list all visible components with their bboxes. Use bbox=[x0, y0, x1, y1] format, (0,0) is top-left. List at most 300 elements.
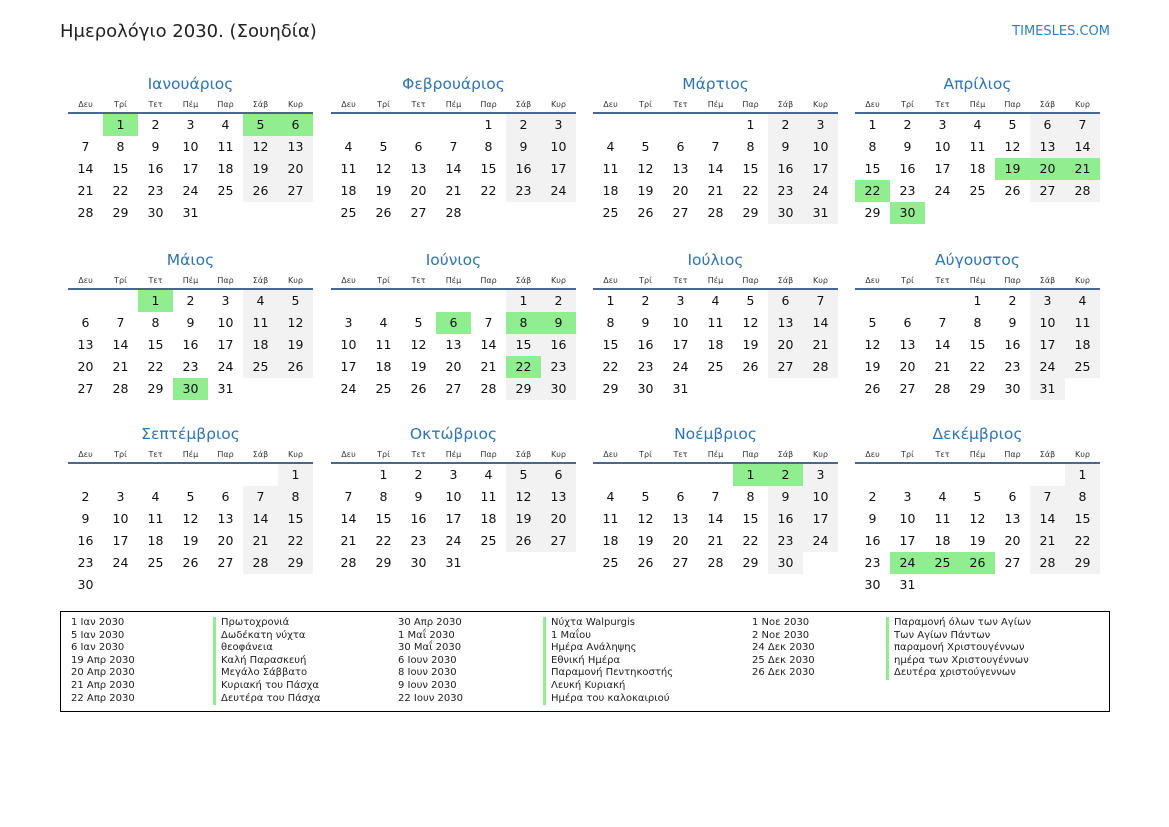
month-name: Αύγουστος bbox=[935, 251, 1020, 269]
empty-day-cell bbox=[278, 378, 313, 400]
month-block bbox=[593, 248, 838, 400]
empty-day-cell bbox=[138, 574, 173, 596]
weekday-label: Σάβ bbox=[252, 450, 269, 459]
week-row bbox=[68, 486, 313, 508]
day-cell: 12 bbox=[182, 511, 199, 526]
empty-day-cell bbox=[995, 202, 1030, 224]
weekend-day-cell: 13 bbox=[768, 312, 803, 334]
weekend-day-cell: 17 bbox=[1030, 334, 1065, 356]
day-cell: 1 bbox=[746, 117, 755, 132]
weekend-day-cell: 29 bbox=[506, 378, 541, 400]
weekday-label: Τρί bbox=[639, 100, 652, 109]
holiday-day-cell: 5 bbox=[243, 114, 278, 136]
empty-day-cell bbox=[995, 574, 1030, 596]
holiday-entry: 8 Ιουν 2030 bbox=[398, 667, 457, 679]
week-row bbox=[855, 486, 1100, 508]
holiday-day-cell: 25 bbox=[925, 552, 960, 574]
empty-day-cell bbox=[103, 574, 138, 596]
weekend-day-cell: 9 bbox=[768, 136, 803, 158]
weekday-label: Τρί bbox=[639, 450, 652, 459]
empty-day-cell bbox=[471, 552, 506, 574]
day-cell: 19 bbox=[864, 359, 881, 374]
weekday-label: Παρ bbox=[742, 276, 759, 285]
holiday-day-cell: 22 bbox=[855, 180, 890, 202]
holiday-day-cell: 24 bbox=[890, 552, 925, 574]
weekend-day-cell: 28 bbox=[243, 552, 278, 574]
weekday-label: Πέμ bbox=[969, 100, 986, 109]
day-cell: 20 bbox=[672, 183, 689, 198]
holiday-day-cell: 1 bbox=[733, 464, 768, 486]
day-cell: 21 bbox=[480, 359, 497, 374]
day-cell: 3 bbox=[186, 117, 195, 132]
weekend-day-cell: 23 bbox=[768, 180, 803, 202]
holiday-entry: Παραμονή Πεντηκοστής bbox=[551, 667, 674, 679]
weekday-header bbox=[593, 272, 838, 290]
day-cell: 5 bbox=[973, 489, 982, 504]
week-row bbox=[331, 158, 576, 180]
day-cell: 7 bbox=[711, 139, 720, 154]
empty-day-cell bbox=[593, 114, 628, 136]
weekend-day-cell: 15 bbox=[506, 334, 541, 356]
weekday-label: Πέμ bbox=[969, 450, 986, 459]
holiday-entry: 9 Ιουν 2030 bbox=[398, 679, 457, 691]
empty-day-cell bbox=[593, 464, 628, 486]
day-cell: 17 bbox=[217, 337, 234, 352]
day-cell: 13 bbox=[77, 337, 94, 352]
weekday-label: Τετ bbox=[411, 100, 426, 109]
empty-day-cell bbox=[243, 378, 278, 400]
empty-day-cell bbox=[103, 464, 138, 486]
day-cell: 28 bbox=[445, 205, 462, 220]
weekday-label: Παρ bbox=[480, 100, 497, 109]
weekday-header bbox=[331, 272, 576, 290]
empty-day-cell bbox=[925, 202, 960, 224]
empty-day-cell bbox=[960, 202, 995, 224]
week-row bbox=[331, 180, 576, 202]
weekday-label: Παρ bbox=[217, 276, 234, 285]
holiday-day-cell: 20 bbox=[1030, 158, 1065, 180]
day-cell: 16 bbox=[147, 161, 164, 176]
week-row bbox=[593, 486, 838, 508]
holiday-entry: 6 Ιουν 2030 bbox=[398, 654, 457, 666]
day-cell: 3 bbox=[344, 315, 353, 330]
weekday-label: Δευ bbox=[78, 100, 93, 109]
weekday-label: Παρ bbox=[1004, 276, 1021, 285]
day-cell: 20 bbox=[672, 533, 689, 548]
day-cell: 21 bbox=[112, 359, 129, 374]
weekday-label: Πέμ bbox=[445, 450, 462, 459]
weekend-day-cell: 25 bbox=[243, 356, 278, 378]
empty-day-cell bbox=[1065, 574, 1100, 596]
day-cell: 31 bbox=[899, 577, 916, 592]
weekday-label: Πέμ bbox=[707, 450, 724, 459]
weekend-day-cell: 29 bbox=[1065, 552, 1100, 574]
holiday-entry: 22 Απρ 2030 bbox=[71, 692, 135, 704]
day-cell: 19 bbox=[182, 533, 199, 548]
day-cell: 26 bbox=[375, 205, 392, 220]
weekday-label: Τετ bbox=[935, 100, 950, 109]
weekend-day-cell: 24 bbox=[803, 530, 838, 552]
day-cell: 18 bbox=[707, 337, 724, 352]
day-cell: 10 bbox=[217, 315, 234, 330]
weekend-day-cell: 10 bbox=[541, 136, 576, 158]
day-cell: 25 bbox=[969, 183, 986, 198]
day-cell: 10 bbox=[672, 315, 689, 330]
empty-day-cell bbox=[698, 114, 733, 136]
weekday-label: Δευ bbox=[603, 276, 618, 285]
day-cell: 24 bbox=[112, 555, 129, 570]
day-cell: 12 bbox=[864, 337, 881, 352]
day-cell: 15 bbox=[112, 161, 129, 176]
day-cell: 21 bbox=[707, 183, 724, 198]
weekend-day-cell: 28 bbox=[1065, 180, 1100, 202]
week-row bbox=[68, 334, 313, 356]
weekend-day-cell: 5 bbox=[278, 290, 313, 312]
weekday-label: Τετ bbox=[411, 450, 426, 459]
day-cell: 24 bbox=[340, 381, 357, 396]
empty-day-cell bbox=[436, 290, 471, 312]
empty-day-cell bbox=[925, 290, 960, 312]
day-cell: 28 bbox=[707, 205, 724, 220]
day-cell: 27 bbox=[217, 555, 234, 570]
holiday-entry: Μεγάλο Σάββατο bbox=[221, 667, 308, 679]
weekend-day-cell: 17 bbox=[541, 158, 576, 180]
day-cell: 10 bbox=[182, 139, 199, 154]
empty-day-cell bbox=[401, 114, 436, 136]
empty-day-cell bbox=[208, 202, 243, 224]
weekday-label: Τετ bbox=[673, 450, 688, 459]
day-cell: 8 bbox=[116, 139, 125, 154]
weekday-label: Τρί bbox=[377, 450, 390, 459]
day-cell: 24 bbox=[672, 359, 689, 374]
week-row bbox=[68, 378, 313, 400]
day-cell: 6 bbox=[221, 489, 230, 504]
day-cell: 17 bbox=[899, 533, 916, 548]
day-cell: 23 bbox=[147, 183, 164, 198]
day-cell: 7 bbox=[938, 315, 947, 330]
weekday-label: Τρί bbox=[901, 276, 914, 285]
month-name: Ιούλιος bbox=[687, 251, 744, 269]
day-cell: 11 bbox=[375, 337, 392, 352]
weekday-label: Τρί bbox=[639, 276, 652, 285]
empty-day-cell bbox=[733, 378, 768, 400]
month-block bbox=[855, 72, 1100, 224]
holiday-dates-col-1 bbox=[71, 617, 135, 705]
day-cell: 26 bbox=[1004, 183, 1021, 198]
day-cell: 31 bbox=[672, 381, 689, 396]
empty-day-cell bbox=[628, 464, 663, 486]
weekday-label: Κυρ bbox=[288, 276, 303, 285]
empty-day-cell bbox=[628, 114, 663, 136]
day-cell: 10 bbox=[899, 511, 916, 526]
day-cell: 20 bbox=[77, 359, 94, 374]
weekday-label: Κυρ bbox=[288, 100, 303, 109]
day-cell: 16 bbox=[77, 533, 94, 548]
empty-day-cell bbox=[173, 574, 208, 596]
day-cell: 13 bbox=[410, 161, 427, 176]
week-row bbox=[68, 530, 313, 552]
day-cell: 22 bbox=[147, 359, 164, 374]
empty-day-cell bbox=[331, 114, 366, 136]
month-block bbox=[331, 422, 576, 574]
day-cell: 21 bbox=[445, 183, 462, 198]
day-cell: 22 bbox=[742, 183, 759, 198]
weekday-label: Δευ bbox=[341, 276, 356, 285]
day-cell: 15 bbox=[742, 161, 759, 176]
weekend-day-cell: 30 bbox=[768, 552, 803, 574]
week-row bbox=[68, 508, 313, 530]
weekend-day-cell: 29 bbox=[278, 552, 313, 574]
holiday-entry: Δευτέρα χριστούγεννων bbox=[894, 667, 1016, 679]
weekend-day-cell: 24 bbox=[1030, 356, 1065, 378]
holiday-day-cell: 1 bbox=[103, 114, 138, 136]
weekday-label: Κυρ bbox=[551, 450, 566, 459]
day-cell: 19 bbox=[637, 183, 654, 198]
week-row bbox=[331, 334, 576, 356]
site-link[interactable]: TIMESLES.COM bbox=[1012, 24, 1110, 39]
holiday-day-cell: 22 bbox=[506, 356, 541, 378]
weekend-day-cell: 6 bbox=[1030, 114, 1065, 136]
holiday-day-cell: 30 bbox=[890, 202, 925, 224]
day-cell: 19 bbox=[637, 533, 654, 548]
holiday-entry: 21 Απρ 2030 bbox=[71, 679, 135, 691]
day-cell: 15 bbox=[480, 161, 497, 176]
week-row bbox=[855, 136, 1100, 158]
day-cell: 13 bbox=[672, 511, 689, 526]
weekend-day-cell: 27 bbox=[1030, 180, 1065, 202]
day-cell: 20 bbox=[1004, 533, 1021, 548]
weekend-day-cell: 11 bbox=[243, 312, 278, 334]
empty-day-cell bbox=[1030, 202, 1065, 224]
week-row bbox=[855, 334, 1100, 356]
day-cell: 5 bbox=[186, 489, 195, 504]
weekend-day-cell: 3 bbox=[803, 464, 838, 486]
day-cell: 13 bbox=[672, 161, 689, 176]
week-row bbox=[68, 574, 313, 596]
week-row bbox=[855, 552, 1100, 574]
weekday-label: Κυρ bbox=[1075, 100, 1090, 109]
day-cell: 11 bbox=[969, 139, 986, 154]
day-cell: 1 bbox=[973, 293, 982, 308]
weekend-day-cell: 2 bbox=[541, 290, 576, 312]
empty-day-cell bbox=[541, 552, 576, 574]
empty-day-cell bbox=[506, 202, 541, 224]
day-cell: 8 bbox=[746, 489, 755, 504]
holiday-entry: 30 Απρ 2030 bbox=[398, 617, 462, 628]
weekend-day-cell: 14 bbox=[1065, 136, 1100, 158]
day-cell: 5 bbox=[641, 489, 650, 504]
week-row bbox=[331, 552, 576, 574]
weekend-day-cell: 21 bbox=[1030, 530, 1065, 552]
empty-day-cell bbox=[1065, 202, 1100, 224]
day-cell: 11 bbox=[602, 511, 619, 526]
day-cell: 6 bbox=[903, 315, 912, 330]
weekend-day-cell: 27 bbox=[768, 356, 803, 378]
holiday-entry: 6 Ιαν 2030 bbox=[71, 642, 125, 654]
day-cell: 22 bbox=[742, 533, 759, 548]
day-cell: 14 bbox=[934, 337, 951, 352]
day-cell: 20 bbox=[217, 533, 234, 548]
weekday-label: Παρ bbox=[1004, 100, 1021, 109]
day-cell: 1 bbox=[868, 117, 877, 132]
weekend-day-cell: 8 bbox=[1065, 486, 1100, 508]
weekday-label: Παρ bbox=[217, 100, 234, 109]
holiday-dates-col-2 bbox=[398, 617, 463, 705]
day-cell: 28 bbox=[77, 205, 94, 220]
day-cell: 24 bbox=[445, 533, 462, 548]
empty-day-cell bbox=[541, 202, 576, 224]
day-cell: 21 bbox=[340, 533, 357, 548]
day-cell: 29 bbox=[602, 381, 619, 396]
weekday-label: Παρ bbox=[480, 450, 497, 459]
week-row bbox=[855, 508, 1100, 530]
holiday-day-cell: 6 bbox=[278, 114, 313, 136]
day-cell: 26 bbox=[742, 359, 759, 374]
day-cell: 29 bbox=[864, 205, 881, 220]
weekend-day-cell: 1 bbox=[506, 290, 541, 312]
weekend-day-cell: 31 bbox=[803, 202, 838, 224]
holiday-day-cell: 6 bbox=[436, 312, 471, 334]
weekday-label: Κυρ bbox=[813, 450, 828, 459]
day-cell: 19 bbox=[969, 533, 986, 548]
day-cell: 25 bbox=[217, 183, 234, 198]
day-cell: 22 bbox=[375, 533, 392, 548]
day-cell: 5 bbox=[379, 139, 388, 154]
week-row bbox=[331, 530, 576, 552]
weekend-day-cell: 10 bbox=[803, 136, 838, 158]
month-name: Απρίλιος bbox=[943, 75, 1012, 93]
day-cell: 18 bbox=[934, 533, 951, 548]
day-cell: 12 bbox=[375, 161, 392, 176]
month-block bbox=[593, 422, 838, 574]
holiday-names-col-2 bbox=[543, 617, 673, 705]
day-cell: 5 bbox=[868, 315, 877, 330]
weekend-day-cell: 26 bbox=[243, 180, 278, 202]
holiday-day-cell: 21 bbox=[1065, 158, 1100, 180]
week-row bbox=[593, 530, 838, 552]
week-row bbox=[593, 552, 838, 574]
holiday-entry: 19 Απρ 2030 bbox=[71, 654, 135, 666]
weekday-label: Πέμ bbox=[707, 276, 724, 285]
holiday-entry: 26 Δεκ 2030 bbox=[752, 667, 815, 679]
week-row bbox=[855, 574, 1100, 596]
weekend-day-cell: 28 bbox=[803, 356, 838, 378]
day-cell: 25 bbox=[602, 205, 619, 220]
weekday-label: Παρ bbox=[480, 276, 497, 285]
day-cell: 14 bbox=[480, 337, 497, 352]
weekday-label: Σάβ bbox=[1039, 276, 1056, 285]
weekday-label: Κυρ bbox=[813, 100, 828, 109]
empty-day-cell bbox=[698, 464, 733, 486]
day-cell: 8 bbox=[973, 315, 982, 330]
day-cell: 7 bbox=[81, 139, 90, 154]
holiday-day-cell: 26 bbox=[960, 552, 995, 574]
weekend-day-cell: 22 bbox=[1065, 530, 1100, 552]
empty-day-cell bbox=[278, 574, 313, 596]
weekend-day-cell: 5 bbox=[506, 464, 541, 486]
weekday-header bbox=[331, 446, 576, 464]
holiday-entry: 20 Απρ 2030 bbox=[71, 667, 135, 679]
day-cell: 19 bbox=[375, 183, 392, 198]
weekday-label: Σάβ bbox=[252, 100, 269, 109]
month-block bbox=[331, 72, 576, 224]
weekend-day-cell: 3 bbox=[803, 114, 838, 136]
weekday-label: Τρί bbox=[377, 100, 390, 109]
day-cell: 9 bbox=[186, 315, 195, 330]
day-cell: 4 bbox=[606, 489, 615, 504]
day-cell: 23 bbox=[1004, 359, 1021, 374]
weekend-day-cell: 18 bbox=[243, 334, 278, 356]
day-cell: 9 bbox=[868, 511, 877, 526]
empty-day-cell bbox=[1030, 574, 1065, 596]
weekday-header bbox=[855, 272, 1100, 290]
weekday-label: Τετ bbox=[148, 276, 163, 285]
week-row bbox=[68, 356, 313, 378]
month-name: Ιανουάριος bbox=[147, 75, 234, 93]
week-row bbox=[593, 312, 838, 334]
day-cell: 18 bbox=[375, 359, 392, 374]
weekend-day-cell: 30 bbox=[541, 378, 576, 400]
weekend-day-cell: 6 bbox=[541, 464, 576, 486]
day-cell: 24 bbox=[182, 183, 199, 198]
day-cell: 26 bbox=[637, 205, 654, 220]
day-cell: 8 bbox=[379, 489, 388, 504]
weekend-day-cell: 23 bbox=[541, 356, 576, 378]
holiday-day-cell: 30 bbox=[173, 378, 208, 400]
day-cell: 3 bbox=[676, 293, 685, 308]
day-cell: 3 bbox=[903, 489, 912, 504]
weekday-header bbox=[68, 272, 313, 290]
holiday-entry: ημέρα των Χριστουγέννων bbox=[894, 654, 1029, 666]
day-cell: 8 bbox=[746, 139, 755, 154]
week-row bbox=[593, 180, 838, 202]
weekend-day-cell: 20 bbox=[768, 334, 803, 356]
day-cell: 7 bbox=[116, 315, 125, 330]
holiday-entry: Λευκή Κυριακή bbox=[551, 679, 626, 691]
empty-day-cell bbox=[278, 202, 313, 224]
weekday-header bbox=[855, 446, 1100, 464]
day-cell: 30 bbox=[1004, 381, 1021, 396]
weekend-day-cell: 8 bbox=[278, 486, 313, 508]
day-cell: 31 bbox=[182, 205, 199, 220]
day-cell: 4 bbox=[151, 489, 160, 504]
week-row bbox=[593, 290, 838, 312]
empty-day-cell bbox=[68, 114, 103, 136]
day-cell: 28 bbox=[340, 555, 357, 570]
weekend-day-cell: 11 bbox=[1065, 312, 1100, 334]
day-cell: 10 bbox=[445, 489, 462, 504]
weekday-label: Δευ bbox=[341, 450, 356, 459]
holiday-entry: Ημέρα του καλοκαιριού bbox=[551, 692, 670, 704]
day-cell: 4 bbox=[938, 489, 947, 504]
day-cell: 24 bbox=[217, 359, 234, 374]
empty-day-cell bbox=[698, 378, 733, 400]
holiday-entry: Καλή Παρασκευή bbox=[221, 654, 307, 666]
empty-day-cell bbox=[436, 114, 471, 136]
weekday-label: Δευ bbox=[341, 100, 356, 109]
weekend-day-cell: 30 bbox=[768, 202, 803, 224]
day-cell: 27 bbox=[445, 381, 462, 396]
weekday-header bbox=[855, 96, 1100, 114]
weekend-day-cell: 19 bbox=[278, 334, 313, 356]
day-cell: 17 bbox=[182, 161, 199, 176]
day-cell: 26 bbox=[637, 555, 654, 570]
day-cell: 2 bbox=[151, 117, 160, 132]
day-cell: 15 bbox=[147, 337, 164, 352]
day-cell: 27 bbox=[77, 381, 94, 396]
day-cell: 23 bbox=[410, 533, 427, 548]
day-cell: 2 bbox=[641, 293, 650, 308]
